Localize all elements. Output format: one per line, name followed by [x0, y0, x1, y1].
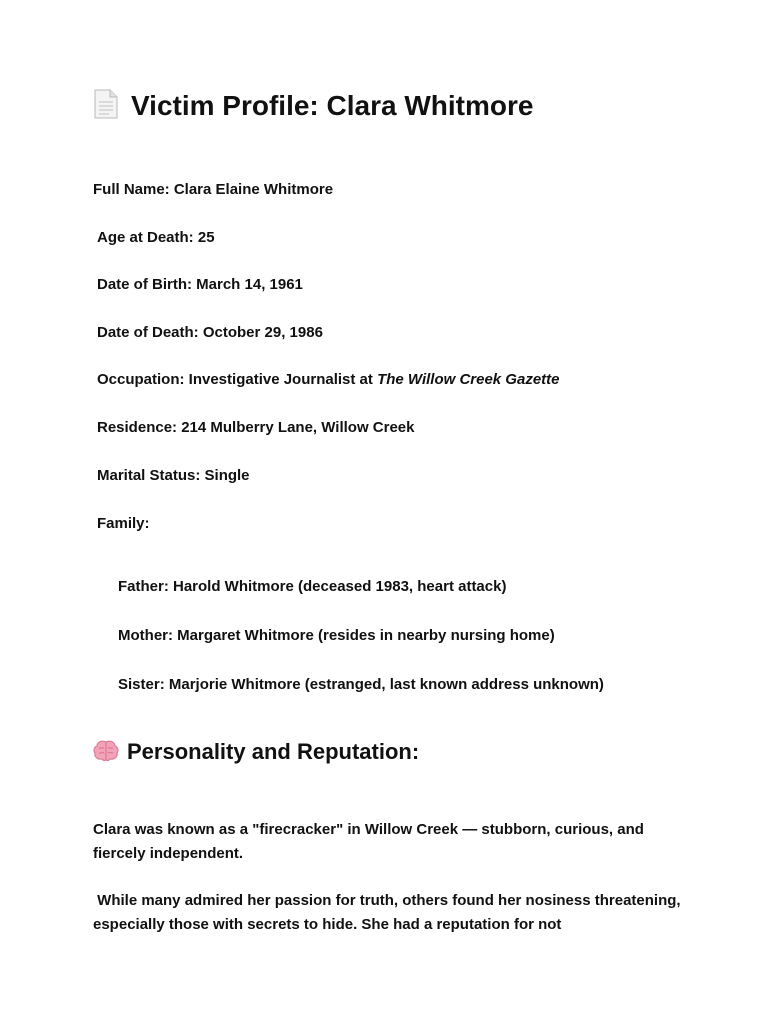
- date-of-death-field: Date of Death: October 29, 1986: [97, 324, 323, 341]
- family-label: Family:: [97, 515, 150, 532]
- full-name-field: Full Name: Clara Elaine Whitmore: [93, 181, 334, 198]
- occupation-employer: The Willow Creek Gazette: [377, 371, 560, 388]
- residence-field: Residence: 214 Mulberry Lane, Willow Creek: [97, 419, 415, 436]
- personality-paragraph-2: While many admired her passion for truth, others found her nosiness threatening, especially those with secrets to hide. She had a reputation for not: [93, 892, 685, 933]
- personality-heading-text: Personality and Reputation:: [127, 739, 420, 764]
- personality-heading: [93, 736, 419, 768]
- occupation-field: [97, 370, 560, 390]
- marital-status-field: Marital Status: Single: [97, 467, 250, 484]
- occupation-prefix: Occupation: Investigative Journalist at: [97, 371, 378, 388]
- family-member-father: Father: Harold Whitmore (deceased 1983, heart attack): [118, 578, 507, 595]
- date-of-birth-field: Date of Birth: March 14, 1961: [97, 276, 303, 293]
- page-title: [93, 86, 533, 126]
- family-member-sister: Sister: Marjorie Whitmore (estranged, last known address unknown): [118, 676, 604, 693]
- age-at-death-field: Age at Death: 25: [97, 229, 215, 246]
- document-icon: [93, 89, 119, 119]
- personality-paragraph-1: Clara was known as a "firecracker" in Willow Creek — stubborn, curious, and fiercely independent.: [93, 821, 644, 862]
- family-member-mother: Mother: Margaret Whitmore (resides in nearby nursing home): [118, 627, 555, 644]
- page-title-text: Victim Profile: Clara Whitmore: [131, 90, 534, 121]
- brain-icon: [93, 739, 119, 761]
